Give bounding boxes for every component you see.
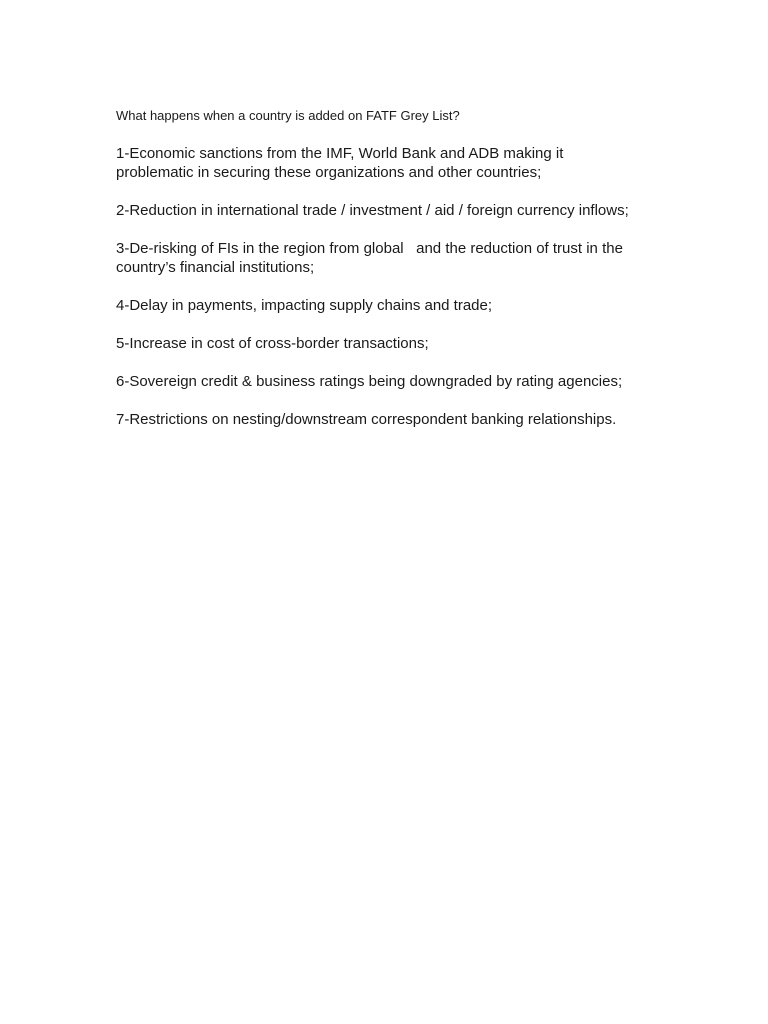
list-item-7 <box>116 410 676 429</box>
list-item-3-line-2: country’s financial institutions; <box>116 259 315 276</box>
document-heading: What happens when a country is added on FATF Grey List? <box>116 108 460 123</box>
list-item-4-line-1: 4-Delay in payments, impacting supply chains and trade; <box>116 297 493 314</box>
list-item-2 <box>116 201 676 220</box>
list-item-5-line-1: 5-Increase in cost of cross-border transactions; <box>116 335 429 352</box>
list-item-2-line-1: 2-Reduction in international trade / investment / aid / foreign currency inflows; <box>116 202 629 219</box>
list-item-3 <box>116 239 676 277</box>
list-item-6-line-1: 6-Sovereign credit & business ratings being downgraded by rating agencies; <box>116 373 623 390</box>
list-item-6 <box>116 372 676 391</box>
document-body <box>116 108 676 448</box>
list-item-1 <box>116 144 676 182</box>
list-item-1-line-1: 1-Economic sanctions from the IMF, World Bank and ADB making it <box>116 145 564 162</box>
list-item-4 <box>116 296 676 315</box>
list-item-5 <box>116 334 676 353</box>
list-item-3-line-1: 3-De-risking of FIs in the region from global and the reduction of trust in the <box>116 240 623 257</box>
list-item-1-line-2: problematic in securing these organizations and other countries; <box>116 164 542 181</box>
list-item-7-line-1: 7-Restrictions on nesting/downstream correspondent banking relationships. <box>116 411 617 428</box>
